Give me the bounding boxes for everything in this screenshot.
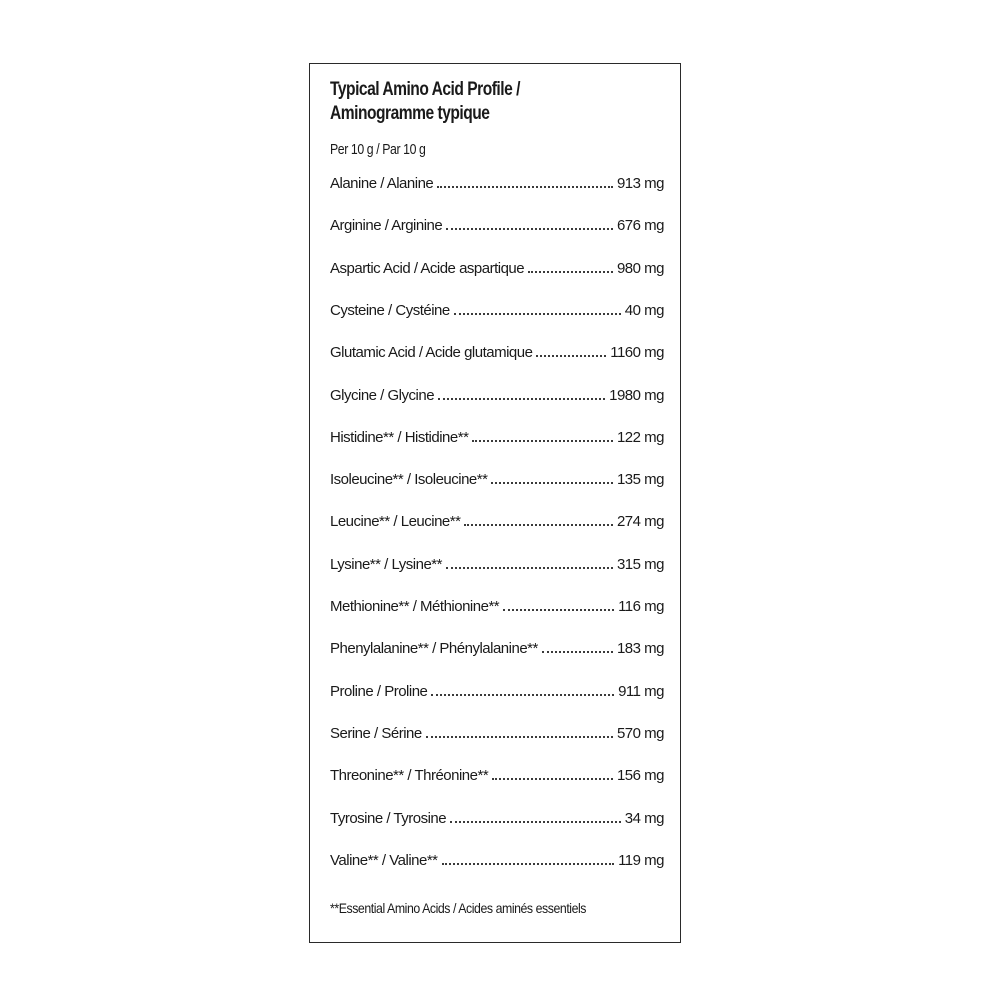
amino-acid-amount: 980 mg (616, 259, 664, 277)
amino-acid-name: Phenylalanine** / Phénylalanine** (330, 640, 538, 658)
dot-leader (536, 355, 606, 357)
amino-acid-row (330, 595, 664, 615)
amino-acid-amount: 34 mg (624, 809, 664, 827)
amino-acid-name: Valine** / Valine** (330, 851, 438, 869)
amino-acid-row (330, 214, 664, 234)
amino-acid-row (330, 722, 664, 742)
amino-acid-name: Isoleucine** / Isoleucine** (330, 471, 488, 489)
amino-acid-name: Glycine / Glycine (330, 386, 435, 404)
amino-acid-name: Cysteine / Cystéine (330, 301, 450, 319)
amino-acid-profile-panel (309, 63, 681, 943)
dot-leader (426, 736, 613, 738)
amino-acid-name: Threonine** / Thréonine** (330, 767, 489, 785)
dot-leader (454, 313, 621, 315)
amino-acid-amount: 911 mg (618, 682, 664, 700)
amino-acid-amount: 119 mg (618, 851, 664, 869)
amino-acid-name: Serine / Sérine (330, 724, 422, 742)
amino-acid-row (330, 257, 664, 277)
amino-acid-row (330, 680, 664, 700)
amino-acid-name: Lysine** / Lysine** (330, 555, 442, 573)
footnote: **Essential Amino Acids / Acides aminés essentiels (330, 900, 587, 916)
amino-acid-name: Glutamic Acid / Acide glutamique (330, 344, 533, 362)
amino-acid-row (330, 172, 664, 192)
amino-acid-row (330, 849, 664, 869)
amino-acid-row (330, 510, 664, 530)
amino-acid-row (330, 384, 664, 404)
amino-acid-row (330, 764, 664, 784)
amino-acid-row (330, 807, 664, 827)
dot-leader (491, 482, 613, 484)
dot-leader (528, 271, 613, 273)
amino-acid-row (330, 341, 664, 361)
dot-leader (472, 440, 613, 442)
amino-acid-amount: 1980 mg (609, 386, 664, 404)
dot-leader (446, 567, 613, 569)
dot-leader (442, 863, 615, 865)
amino-acid-amount: 570 mg (616, 724, 664, 742)
amino-acid-row (330, 426, 664, 446)
amino-acid-row (330, 299, 664, 319)
title-line-english: Typical Amino Acid Profile / (330, 79, 520, 100)
amino-acid-amount: 156 mg (616, 767, 664, 785)
amino-acid-name: Methionine** / Méthionine** (330, 598, 500, 615)
amino-acid-name: Leucine** / Leucine** (330, 513, 461, 531)
amino-acid-name: Alanine / Alanine (330, 175, 434, 192)
dot-leader (450, 821, 621, 823)
amino-acid-amount: 183 mg (616, 640, 664, 658)
amino-acid-amount: 274 mg (616, 513, 664, 531)
title-line-french: Aminogramme typique (330, 103, 490, 124)
amino-acid-amount: 913 mg (616, 175, 664, 192)
dot-leader (542, 651, 613, 653)
amino-acid-amount: 315 mg (616, 555, 664, 573)
amino-acid-name: Proline / Proline (330, 682, 428, 700)
amino-acid-name: Histidine** / Histidine** (330, 428, 469, 446)
amino-acid-row (330, 468, 664, 488)
amino-acid-name: Aspartic Acid / Acide aspartique (330, 259, 525, 277)
dot-leader (446, 228, 613, 230)
amino-acid-amount: 1160 mg (610, 344, 664, 362)
amino-acid-amount: 40 mg (624, 301, 664, 319)
dot-leader (431, 694, 614, 696)
dot-leader (503, 609, 614, 611)
amino-acid-amount: 135 mg (616, 471, 664, 489)
amino-acid-amount: 116 mg (618, 598, 664, 615)
dot-leader (464, 524, 613, 526)
amino-acid-amount: 676 mg (616, 217, 664, 235)
dot-leader (438, 398, 605, 400)
amino-acid-amount: 122 mg (616, 428, 664, 446)
amino-acid-name: Arginine / Arginine (330, 217, 443, 235)
serving-size: Per 10 g / Par 10 g (330, 141, 426, 158)
dot-leader (437, 186, 613, 188)
panel-title (330, 78, 609, 126)
dot-leader (492, 778, 613, 780)
amino-acid-name: Tyrosine / Tyrosine (330, 809, 447, 827)
amino-acid-row (330, 637, 664, 657)
amino-acid-row (330, 553, 664, 573)
